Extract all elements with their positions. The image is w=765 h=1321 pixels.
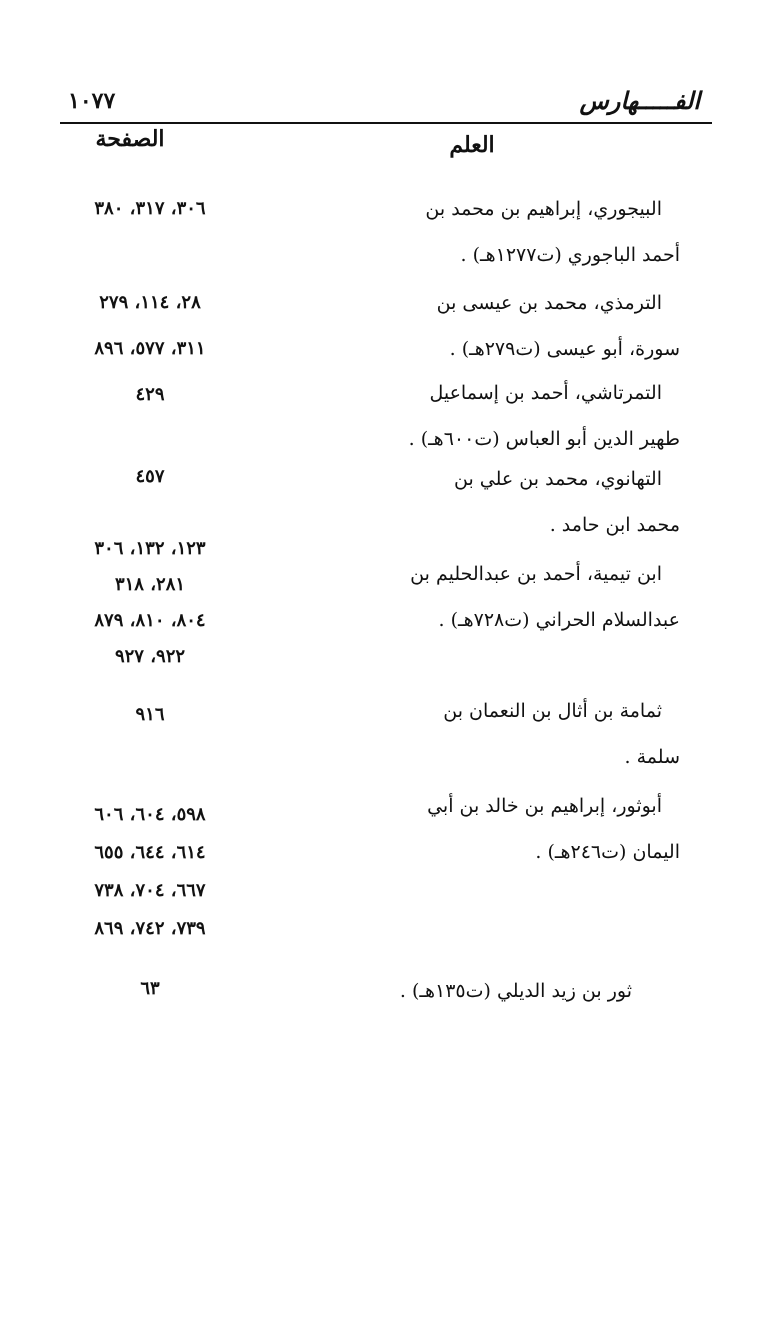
index-entry-name	[350, 456, 680, 548]
entry-page-line: ٦١٤، ٦٤٤، ٦٥٥	[94, 842, 206, 863]
entry-name-line: الترمذي، محمد بن عيسى بن	[436, 292, 662, 314]
entry-page-line: ٣٠٦، ٣١٧، ٣٨٠	[94, 198, 206, 219]
header-rule	[60, 122, 712, 124]
index-entry-pages	[60, 186, 240, 232]
index-entry-pages	[60, 796, 240, 948]
entry-page-line: ٦٣	[140, 978, 160, 999]
entry-page-line: ٢٨، ١١٤، ٢٧٩	[99, 292, 201, 313]
entry-name-line: سورة، أبو عيسى (ت٢٧٩هـ) .	[449, 338, 680, 360]
entry-name-line: التهانوي، محمد بن علي بن	[454, 468, 662, 490]
index-entry-name	[350, 688, 680, 780]
entry-name-line: سلمة .	[624, 746, 680, 768]
entry-name-line: ثمامة بن أثال بن النعمان بن	[443, 700, 662, 722]
column-header-page: الصفحة	[95, 126, 165, 152]
entry-name-line: البيجوري، إبراهيم بن محمد بن	[425, 198, 662, 220]
entry-page-line: ٨٠٤، ٨١٠، ٨٧٩	[94, 610, 206, 631]
entry-name-line: ثور بن زيد الديلي (ت١٣٥هـ) .	[399, 980, 632, 1002]
index-entry-pages	[60, 280, 240, 372]
entry-page-line: ٩١٦	[135, 704, 165, 725]
entry-name-line: اليمان (ت٢٤٦هـ) .	[535, 841, 680, 863]
page-number: ١٠٧٧	[68, 88, 116, 114]
entry-page-line: ٦٦٧، ٧٠٤، ٧٣٨	[94, 880, 206, 901]
index-entry-name	[350, 551, 680, 643]
entry-page-line: ٤٢٩	[135, 384, 165, 405]
entry-page-line: ٢٨١، ٣١٨	[114, 574, 186, 595]
index-entry-pages	[60, 692, 240, 738]
column-header-name: العلم	[449, 132, 495, 158]
entry-page-line: ١٢٣، ١٣٢، ٣٠٦	[94, 538, 206, 559]
entry-name-line: محمد ابن حامد .	[549, 514, 680, 536]
entry-name-line: أحمد الباجوري (ت١٢٧٧هـ) .	[460, 244, 680, 266]
entry-name-line: أبوثور، إبراهيم بن خالد بن أبي	[427, 795, 662, 817]
entry-name-line: ابن تيمية، أحمد بن عبدالحليم بن	[410, 563, 662, 585]
index-entry-pages	[60, 531, 240, 675]
index-entry-name	[350, 783, 680, 875]
entry-page-line: ٧٣٩، ٧٤٢، ٨٦٩	[94, 918, 206, 939]
entry-name-line: طهير الدين أبو العباس (ت٦٠٠هـ) .	[408, 428, 680, 450]
index-entry-name	[350, 280, 680, 372]
index-entry-pages	[60, 966, 240, 1012]
entry-name-line: التمرتاشي، أحمد بن إسماعيل	[429, 382, 662, 404]
entry-page-line: ٩٢٢، ٩٢٧	[114, 646, 186, 667]
entry-name-line: عبدالسلام الحراني (ت٧٢٨هـ) .	[438, 609, 680, 631]
running-head	[60, 82, 710, 122]
index-entry-name	[350, 186, 680, 278]
entry-page-line: ٣١١، ٥٧٧، ٨٩٦	[94, 338, 206, 359]
section-title: الفـــــهارس	[579, 86, 700, 115]
entry-page-line: ٤٥٧	[135, 466, 165, 487]
entry-page-line: ٥٩٨، ٦٠٤، ٦٠٦	[94, 804, 206, 825]
index-entry-name	[350, 370, 680, 462]
index-entry-pages	[60, 372, 240, 418]
index-entry-name	[320, 968, 650, 1014]
index-entry-pages	[60, 454, 240, 500]
